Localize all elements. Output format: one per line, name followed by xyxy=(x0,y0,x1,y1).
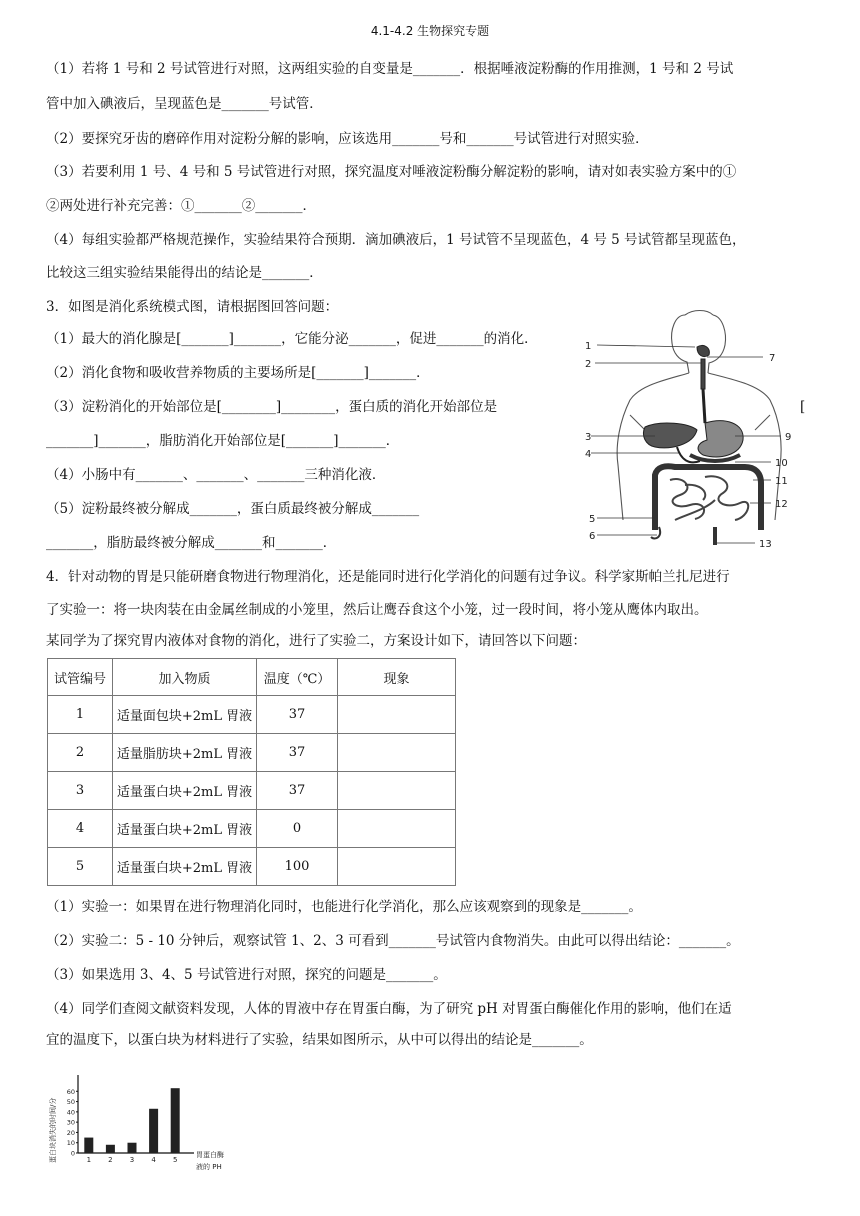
q2-line-2: 管中加入碘液后，呈现蓝色是_______号试管． xyxy=(46,96,323,112)
q3-stem: 3．如图是消化系统模式图，请根据图回答问题： xyxy=(46,299,339,315)
page-title: 4.1-4.2 生物探究专题 xyxy=(370,24,490,38)
diagram-label-3: 3 xyxy=(585,432,592,443)
q2-line-4: （3）若要利用 1 号、4 号和 5 号试管进行对照，探究温度对唾液淀粉酶分解淀粉的影响，请对如表实验方案中的① xyxy=(46,164,737,180)
table-cell: 37 xyxy=(257,734,338,772)
chart-y-tick-label: 50 xyxy=(66,1098,75,1107)
q2-line-1: （1）若将 1 号和 2 号试管进行对照，这两组实验的自变量是_______．根据唾液淀粉酶的作用推测，1 号和 2 号试 xyxy=(46,61,734,77)
table-cell xyxy=(338,810,456,848)
q3-line-3: （3）淀粉消化的开始部位是[________]________，蛋白质的消化开始部位是 xyxy=(46,399,498,415)
table-cell xyxy=(338,848,456,886)
table-header: 试管编号 xyxy=(48,659,113,696)
q4-answer-1: （1）实验一：如果胃在进行物理消化同时，也能进行化学消化，那么应该观察到的现象是_______。 xyxy=(46,899,642,915)
table-row xyxy=(48,696,456,734)
chart-xlabel-part: 液的 PH xyxy=(196,1163,222,1171)
table-cell: 适量蛋白块+2mL 胃液 xyxy=(113,848,257,886)
chart-y-tick-label: 60 xyxy=(66,1087,75,1096)
q4-line-3: 某同学为了探究胃内液体对食物的消化，进行了实验二，方案设计如下，请回答以下问题： xyxy=(46,633,586,649)
q3-line-1: （1）最大的消化腺是[_______]_______，它能分泌_______，促进_______的消化． xyxy=(46,331,538,347)
experiment-table xyxy=(47,658,456,886)
q3-line-5: （4）小肠中有_______、_______、_______三种消化液． xyxy=(46,467,386,483)
q4-line-2: 了实验一：将一块肉装在由金属丝制成的小笼里，然后让鹰吞食这个小笼，过一段时间，将小笼从鹰体内取出。 xyxy=(46,602,708,618)
table-row xyxy=(48,848,456,886)
diagram-label-7: 7 xyxy=(769,353,776,364)
table-cell: 5 xyxy=(48,848,113,886)
q3-line-6: （5）淀粉最终被分解成_______，蛋白质最终被分解成_______ xyxy=(46,501,420,517)
q4-answer-4a: （4）同学们查阅文献资料发现，人体的胃液中存在胃蛋白酶，为了研究 pH 对胃蛋白酶催化作用的影响，他们在适 xyxy=(46,1001,732,1017)
chart-x-tick-label: 2 xyxy=(108,1156,113,1164)
q2-line-5: ②两处进行补充完善：①_______②_______． xyxy=(46,198,316,214)
table-cell: 适量面包块+2mL 胃液 xyxy=(113,696,257,734)
q4-answer-3: （3）如果选用 3、4、5 号试管进行对照，探究的问题是_______。 xyxy=(46,967,447,983)
q3-line-7: _______，脂肪最终被分解成_______和_______． xyxy=(46,535,337,551)
diagram-label-6: 6 xyxy=(589,531,596,542)
table-row xyxy=(48,734,456,772)
table-header: 温度（℃） xyxy=(257,659,338,696)
diagram-label-13: 13 xyxy=(759,539,772,550)
chart-bar-4 xyxy=(149,1109,158,1153)
table-header: 加入物质 xyxy=(113,659,257,696)
chart-y-tick-label: 20 xyxy=(66,1128,75,1137)
table-header-row xyxy=(48,659,456,696)
table-cell: 适量脂肪块+2mL 胃液 xyxy=(113,734,257,772)
chart-x-tick-label: 4 xyxy=(151,1156,156,1164)
diagram-label-5: 5 xyxy=(589,514,596,525)
chart-y-tick-label: 0 xyxy=(70,1149,75,1158)
q2-line-3: （2）要探究牙齿的磨碎作用对淀粉分解的影响，应该选用_______号和_______号试管进行对照实验． xyxy=(46,131,649,147)
chart-x-tick-label: 3 xyxy=(129,1156,135,1164)
q4-answer-2: （2）实验二：5 - 10 分钟后，观察试管 1、2、3 可看到_______号试管内食物消失。由此可以得出结论：_______。 xyxy=(46,933,740,949)
table-cell: 1 xyxy=(48,696,113,734)
table-cell: 4 xyxy=(48,810,113,848)
table-row xyxy=(48,810,456,848)
chart-bar-5 xyxy=(171,1088,180,1153)
q3-line-4: _______]_______，脂肪消化开始部位是[_______]_______． xyxy=(46,433,400,449)
diagram-label-12: 12 xyxy=(775,499,788,510)
table-cell: 100 xyxy=(257,848,338,886)
table-cell: 2 xyxy=(48,734,113,772)
diagram-label-1: 1 xyxy=(585,341,592,352)
diagram-label-11: 11 xyxy=(775,476,788,487)
q2-line-7: 比较这三组实验结果能得出的结论是_______． xyxy=(46,265,323,281)
table-cell: 适量蛋白块+2mL 胃液 xyxy=(113,772,257,810)
digestive-system-diagram xyxy=(585,305,815,550)
table-row xyxy=(48,772,456,810)
chart-y-tick-label: 30 xyxy=(66,1118,75,1127)
chart-bar-3 xyxy=(128,1143,137,1153)
chart-ylabel: 蛋白块消失的时间/分 xyxy=(49,1097,57,1163)
table-cell xyxy=(338,696,456,734)
diagram-label-10: 10 xyxy=(775,458,788,469)
table-header: 现象 xyxy=(338,659,456,696)
table-cell: 适量蛋白块+2mL 胃液 xyxy=(113,810,257,848)
table-cell: 3 xyxy=(48,772,113,810)
diagram-label-9: 9 xyxy=(785,432,792,443)
ph-bar-chart xyxy=(46,1065,246,1180)
chart-bar-1 xyxy=(84,1138,93,1153)
chart-bar-2 xyxy=(106,1145,115,1153)
chart-xlabel-part: 胃蛋白酶 xyxy=(196,1151,224,1159)
chart-x-tick-label: 1 xyxy=(86,1156,92,1164)
q3-line-2: （2）消化食物和吸收营养物质的主要场所是[_______]_______． xyxy=(46,365,430,381)
chart-x-tick-label: 5 xyxy=(172,1156,178,1164)
q4-line-1: 4．针对动物的胃是只能研磨食物进行物理消化，还是能同时进行化学消化的问题有过争议。科学家斯帕兰扎尼进行 xyxy=(46,569,730,585)
table-cell: 0 xyxy=(257,810,338,848)
table-cell xyxy=(338,772,456,810)
q4-answer-4b: 宜的温度下，以蛋白块为材料进行了实验，结果如图所示，从中可以得出的结论是_______。 xyxy=(46,1032,593,1048)
table-cell: 37 xyxy=(257,696,338,734)
chart-y-tick-label: 10 xyxy=(66,1139,75,1148)
table-cell: 37 xyxy=(257,772,338,810)
table-cell xyxy=(338,734,456,772)
q3-line-3-bracket: [ xyxy=(800,399,806,415)
diagram-label-2: 2 xyxy=(585,359,592,370)
q2-line-6: （4）每组实验都严格规范操作，实验结果符合预期．滴加碘液后，1 号试管不呈现蓝色，4 号 5 号试管都呈现蓝色， xyxy=(46,232,746,248)
diagram-label-4: 4 xyxy=(585,449,592,460)
chart-y-tick-label: 40 xyxy=(66,1108,75,1117)
